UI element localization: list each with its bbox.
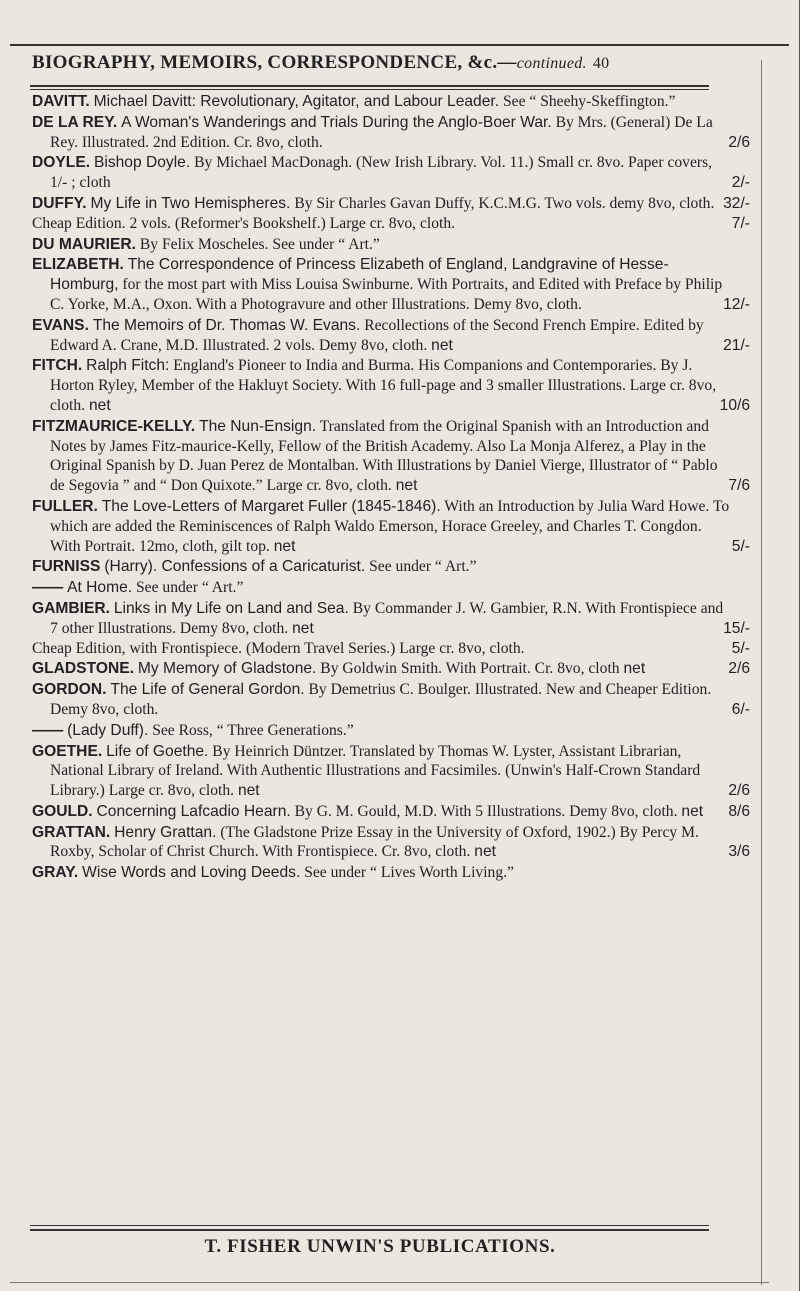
entry-description: By Felix Moscheles. See under “ Art.” <box>139 235 380 253</box>
entry-description: Translated from the Original Spanish with an Introduction and Notes by James Fitz-maurice-Kelly, Fellow of the British Academy. Also La Monja Alferez, a Play in the Original Spanish by D. Juan Perez de Montalban. With Illustrations by Daniel Vierge, Illustrator of “ Pablo de Segovia ” and “ Don Quixote.” Large cr. 8vo, cloth. <box>50 417 718 495</box>
entry-price: 15/- <box>723 619 750 637</box>
entry-price: 2/- <box>731 174 750 192</box>
entry-description: See “ Sheehy-Skeffington.” <box>502 93 676 110</box>
entry-price: 7/6 <box>728 477 750 495</box>
entry-author: DOYLE. <box>32 154 91 172</box>
entry-title: Wise Words and Loving Deeds. <box>82 864 301 882</box>
entry-author: GORDON. <box>32 681 107 699</box>
entry-title: Ralph Fitch: <box>86 357 170 375</box>
entry-title: My Life in Two Hemispheres. <box>90 194 291 212</box>
catalogue-entry <box>32 92 732 112</box>
footer-rule <box>30 1229 709 1231</box>
entry-net-label: net <box>474 843 496 861</box>
entry-description: for the most part with Miss Louisa Swinburne. With Portraits, and Edited with Preface by Philip C. Yorke, M.A., Oxon. With a Photogravure and other Illustrations. Demy 8vo, cloth. <box>50 276 723 313</box>
catalogue-entry <box>32 863 732 883</box>
entry-description: Cheap Edition. 2 vols. (Reformer's Bookshelf.) Large cr. 8vo, cloth. <box>32 214 456 232</box>
entry-net-label: net <box>237 782 260 800</box>
entry-price: 2/6 <box>728 133 750 151</box>
entry-title: (Harry). Confessions of a Caricaturist. <box>104 558 366 576</box>
entry-net-label: net <box>681 802 704 820</box>
publisher-footer: T. FISHER UNWIN'S PUBLICATIONS. <box>204 1236 556 1257</box>
entry-net-label: net <box>89 396 111 414</box>
header-continued: continued. <box>516 55 587 72</box>
entry-net-label: net <box>292 619 314 637</box>
entry-title: The Nun-Ensign. <box>199 417 317 435</box>
entry-price: 10/6 <box>719 396 750 414</box>
entry-description: Cheap Edition, with Frontispiece. (Modern Travel Series.) Large cr. 8vo, cloth. <box>32 639 525 657</box>
catalogue-entry <box>32 497 750 556</box>
entry-author: GAMBIER. <box>32 599 110 617</box>
entry-author: GOULD. <box>32 802 93 820</box>
entry-title: The Life of General Gordon. <box>110 681 305 699</box>
entry-description: By Demetrius C. Boulger. Illustrated. New and Cheaper Edition. Demy 8vo, cloth. <box>50 681 712 718</box>
entry-description: See under “ Art.” <box>369 558 477 576</box>
catalogue-entry <box>32 659 750 679</box>
entry-description: (The Gladstone Prize Essay in the University of Oxford, 1902.) By Percy M. Roxby, Scholar of Christ Church. With Frontispiece. Cr. 8vo, cloth. <box>50 823 699 861</box>
catalogue-entry <box>32 235 732 255</box>
entry-title: Michael Davitt: Revolutionary, Agitator, and Labour Leader. <box>93 93 500 110</box>
entry-net-label: net <box>395 477 418 495</box>
header-title: BIOGRAPHY, MEMOIRS, CORRESPONDENCE, &c.— <box>32 52 517 73</box>
entry-net-label: net <box>623 660 646 678</box>
entry-description: Recollections of the Second French Empire. Edited by Edward A. Crane, M.D. Illustrated. 2 vols. Demy 8vo, cloth. <box>50 316 704 354</box>
catalogue-entry <box>32 721 732 741</box>
entry-author: FURNISS <box>32 558 101 576</box>
header-rule <box>30 85 709 87</box>
entry-author: DE LA REY. <box>32 113 118 131</box>
entry-price: 2/6 <box>728 660 750 678</box>
catalogue-entry <box>32 578 732 598</box>
header-rule-thin <box>30 89 709 90</box>
catalogue-entry <box>32 356 750 415</box>
right-margin-rule <box>761 60 762 1285</box>
entry-net-label: net <box>273 537 296 555</box>
entry-description: See under “ Art.” <box>136 579 244 597</box>
entry-net-label: net <box>431 336 453 354</box>
entry-title: Bishop Doyle. <box>93 154 191 172</box>
entry-description: By Goldwin Smith. With Portrait. Cr. 8vo, cloth <box>320 660 620 678</box>
entry-price: 12/- <box>723 295 750 313</box>
entry-title: A Woman's Wanderings and Trials During the Anglo-Boer War. <box>121 113 552 131</box>
entry-title: Concerning Lafcadio Hearn. <box>96 802 291 820</box>
running-header <box>32 52 752 74</box>
entry-title: (Lady Duff). <box>67 721 149 739</box>
entry-author: GOETHE. <box>32 742 103 760</box>
entry-title: At Home. <box>67 579 133 597</box>
entry-description: By Commander J. W. Gambier, R.N. With Frontispiece and 7 other Illustrations. Demy 8vo, cloth. <box>50 599 724 637</box>
entry-description: By Sir Charles Gavan Duffy, K.C.M.G. Two vols. demy 8vo, cloth. <box>294 194 715 212</box>
bottom-rule <box>10 1282 769 1283</box>
entry-price: 8/6 <box>728 802 750 820</box>
footer-rule-thin <box>30 1225 709 1226</box>
catalogue-entry <box>32 639 750 659</box>
entry-description: With an Introduction by Julia Ward Howe. To which are added the Reminiscences of Ralph Waldo Emerson, Horace Greeley, and Charles T. Congdon. With Portrait. 12mo, cloth, gilt top. <box>50 497 730 555</box>
entry-price: 32/- <box>723 194 750 212</box>
entry-title: Links in My Life on Land and Sea. <box>113 599 349 617</box>
page-number: 40 <box>592 55 610 72</box>
catalogue-entry <box>32 742 750 801</box>
catalogue-entry <box>32 153 750 193</box>
entry-author: EVANS. <box>32 316 89 334</box>
entry-title: My Memory of Gladstone. <box>137 660 317 678</box>
catalogue-entry <box>32 557 732 577</box>
entry-title: The Love-Letters of Margaret Fuller (1845-1846). <box>101 497 441 515</box>
catalogue-entries <box>32 92 750 883</box>
catalogue-entry <box>32 255 750 314</box>
catalogue-entry <box>32 194 750 214</box>
catalogue-entry <box>32 417 750 496</box>
entry-author: GLADSTONE. <box>32 660 134 678</box>
entry-title: Henry Grattan. <box>114 823 217 841</box>
entry-author: GRAY. <box>32 864 79 882</box>
catalogue-entry <box>32 680 750 720</box>
entry-description: By G. M. Gould, M.D. With 5 Illustrations. Demy 8vo, cloth. <box>294 802 678 820</box>
catalogue-entry <box>32 113 750 153</box>
entry-author: DU MAURIER. <box>32 235 136 253</box>
top-rule <box>10 44 789 46</box>
entry-author: ELIZABETH. <box>32 256 124 274</box>
entry-description: England's Pioneer to India and Burma. His Companions and Contemporaries. By J. Horton Ryley, Member of the Hakluyt Society. With 16 full-page and 3 smaller Illustrations. Large cr. 8vo, cloth. <box>50 357 717 414</box>
entry-author: DUFFY. <box>32 194 87 212</box>
entry-description: By Michael MacDonagh. (New Irish Library. Vol. 11.) Small cr. 8vo. Paper covers, 1/- ; cloth <box>50 154 713 192</box>
entry-description: See under “ Lives Worth Living.” <box>304 864 514 882</box>
entry-title: The Memoirs of Dr. Thomas W. Evans. <box>92 316 361 334</box>
entry-author: FITZMAURICE-KELLY. <box>32 417 196 435</box>
entry-description: By Heinrich Düntzer. Translated by Thomas W. Lyster, Assistant Librarian, National Library of Ireland. With Authentic Illustrations and Facsimiles. (Unwin's Half-Crown Standard Library.) Large cr. 8vo, cloth. <box>50 742 701 800</box>
entry-author: —— <box>32 721 64 739</box>
entry-price: 5/- <box>731 639 750 657</box>
entry-author: FULLER. <box>32 497 98 515</box>
entry-author: DAVITT. <box>32 93 90 110</box>
entry-price: 3/6 <box>728 843 750 861</box>
entry-author: GRATTAN. <box>32 823 111 841</box>
entry-title: Life of Goethe. <box>106 742 209 760</box>
entry-author: —— <box>32 579 64 597</box>
catalogue-entry <box>32 316 750 356</box>
entry-price: 2/6 <box>728 782 750 800</box>
entry-price: 7/- <box>731 214 750 232</box>
entry-description: See Ross, “ Three Generations.” <box>152 721 354 739</box>
entry-author: FITCH. <box>32 357 83 375</box>
catalogue-entry <box>32 599 750 639</box>
catalogue-entry <box>32 823 750 863</box>
entry-price: 21/- <box>723 336 750 354</box>
entry-price: 6/- <box>731 700 750 718</box>
catalogue-entry <box>32 214 750 234</box>
entry-title: The Correspondence of Princess Elizabeth of England, Landgravine of Hesse-Homburg, <box>50 256 669 294</box>
entry-description: By Mrs. (General) De La Rey. Illustrated. 2nd Edition. Cr. 8vo, cloth. <box>50 113 713 151</box>
catalogue-entry <box>32 802 750 822</box>
entry-price: 5/- <box>731 537 750 555</box>
